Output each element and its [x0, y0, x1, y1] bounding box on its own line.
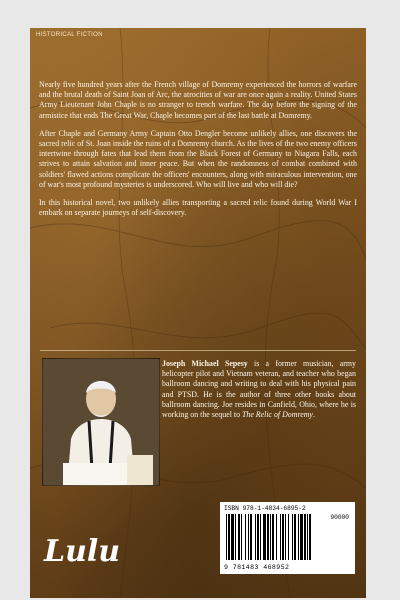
price-code: 90000 — [330, 514, 349, 521]
blurb-paragraph-3: In this historical novel, two unlikely allies transporting a sacred relic found during World War I embark on separate journeys of self-discovery. — [39, 198, 357, 218]
author-bio — [162, 359, 356, 420]
blurb-paragraph-1: Nearly five hundred years after the French village of Domremy experienced the horrors of warfare and the brutal death of Saint Joan of Arc, the atrocities of war are once again a reality. United States Army Lieutenant John Chaple is no stranger to trench warfare. The day before the signing of the armistice that ends The Great War, Chaple becomes part of the last battle at Domremy. — [39, 80, 357, 120]
author-name: Joseph Michael Sepesy — [162, 359, 248, 368]
barcode-number: 9 781483 468952 — [224, 564, 290, 571]
bio-end: . — [312, 410, 315, 420]
book-blurb — [39, 80, 357, 226]
isbn-text: ISBN 978-1-4834-6895-2 — [224, 505, 306, 512]
book-back-cover — [30, 28, 366, 598]
barcode-icon — [226, 514, 349, 562]
author-photo — [42, 358, 160, 486]
publisher-logo: Lulu — [44, 534, 121, 569]
blurb-paragraph-2: After Chaple and Germany Army Captain Otto Dengler become unlikely allies, one discovers the sacred relic of St. Joan inside the ruins of a Domremy church. As the lives of the two enemy officers intertwine through fates that lead them from the Black Forest of Germany to Niagara Falls, each strives to attain salvation and inner peace. But when the randomness of combat combined with soldiers' flawed actions complicate the officers' encounters, along with miraculous intervention, one of war's most profound mysteries is underscored. Who will live and who will die? — [39, 128, 357, 189]
author-portrait-icon — [43, 359, 159, 485]
divider — [40, 350, 356, 351]
barcode-box — [220, 502, 355, 574]
genre-label: HISTORICAL FICTION — [36, 32, 103, 38]
author-bio-text: is a former musician, army helicopter pilot and Vietnam veteran, and teacher who began ballroom dancing and writing to deal with his physical pain and PTSD. He is the author of three other books about ballroom dancing. Joe resides in Canfield, Ohio, where he is working on the sequel to — [162, 359, 356, 420]
sequel-title: The Relic of Domremy — [242, 410, 313, 420]
